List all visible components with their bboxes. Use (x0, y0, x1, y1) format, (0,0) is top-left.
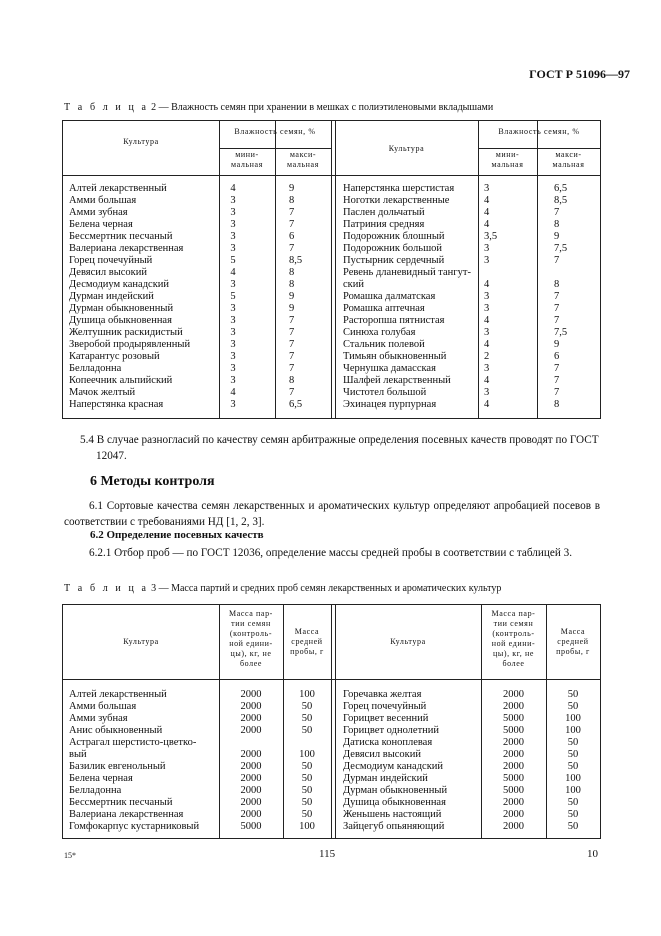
table3-right-culture: Горицвет весенний (343, 713, 429, 724)
table2-right-max: 7 (554, 255, 560, 266)
table2-left-culture: Белладонна (69, 363, 122, 374)
table3-right-sample: 50 (567, 797, 579, 808)
standard-number: ГОСТ Р 51096—97 (529, 67, 630, 81)
table3-col-sample-left: Масса средней пробы, г (290, 627, 324, 656)
table2-left-culture: Амми большая (69, 195, 137, 206)
table2-right-min: 3 (484, 183, 490, 194)
table2-left-culture: Копеечник альпийский (69, 375, 173, 386)
table3-left-lot: 2000 (240, 701, 262, 712)
table2-col-culture-left: Культура (123, 137, 159, 146)
table3-left-culture: Амми зубная (69, 713, 128, 724)
table3-right-sample: 50 (567, 761, 579, 772)
table2-left-min: 4 (230, 267, 236, 278)
table2-left-culture: Мачок желтый (69, 387, 136, 398)
table2-right-culture: Ревень дланевидный тангут- (343, 267, 471, 278)
table2-right-culture: Ноготки лекарственные (343, 195, 450, 206)
table2-right-min: 3 (484, 387, 490, 398)
table3-left-sample: 50 (301, 701, 313, 712)
table3-right-sample: 100 (565, 785, 581, 796)
table2-left-min: 4 (230, 387, 236, 398)
table2-right-culture: Стальник полевой (343, 339, 425, 350)
table2-right-max: 7 (554, 291, 560, 302)
table3-left-lot: 2000 (240, 773, 262, 784)
table3-left-sample: 50 (301, 797, 313, 808)
table2-right-culture: Патриния средняя (343, 219, 425, 230)
heading-6-2: 6.2 Определение посевных качеств (90, 529, 264, 541)
table2-right-culture: Расторопша пятнистая (343, 315, 445, 326)
table2-right-min: 4 (484, 219, 490, 230)
table3-right-lot: 2000 (503, 809, 524, 820)
table2-left-culture: Амми зубная (69, 207, 128, 218)
table2-left-culture: Белена черная (69, 219, 133, 230)
table2-right-max: 8 (554, 399, 560, 410)
table2-right-min: 3 (484, 363, 490, 374)
table2-right-culture: ский (343, 279, 364, 290)
table2-right-max: 7 (554, 375, 560, 386)
table2-right-min: 4 (484, 279, 490, 290)
table3-col-sample-right: Масса средней пробы, г (556, 627, 590, 656)
table3-col-lot-right: Масса пар- тии семян (контроль- ной едини- цы), кг, не более (491, 609, 536, 668)
table2-col-min-left: мини- мальная (231, 150, 263, 169)
table3-left-culture: Бессмертник песчаный (69, 797, 173, 808)
table3-right-lot: 2000 (503, 737, 524, 748)
table3-right-culture: Зайцегуб опьяняющий (343, 821, 445, 832)
table3-left-lot: 2000 (240, 689, 262, 700)
table2-left-min: 3 (230, 219, 236, 230)
table3-right-lot: 5000 (503, 785, 524, 796)
table2-right-min: 4 (484, 207, 490, 218)
table3-right-lot: 2000 (503, 821, 524, 832)
table3-left-culture: Амми большая (69, 701, 137, 712)
table3-left-culture: Валериана лекарственная (69, 809, 184, 820)
table2-right-max: 6 (554, 351, 560, 362)
table2-left-max: 8 (289, 375, 295, 386)
table2-left-min: 3 (230, 315, 236, 326)
table2-left-max: 7 (289, 363, 295, 374)
table3-right-sample: 100 (565, 773, 581, 784)
table2-col-max-right: макси- мальная (552, 150, 585, 169)
table3-right-lot: 5000 (503, 713, 524, 724)
table2-right-min: 4 (484, 339, 490, 350)
table3-left-culture: Базилик евгенольный (69, 761, 166, 772)
table2-left-culture: Душица обыкновенная (69, 315, 172, 326)
table2-left-max: 9 (289, 291, 295, 302)
table2-right-max: 7 (554, 387, 560, 398)
table2-left-max: 7 (289, 207, 295, 218)
table2-left-max: 9 (289, 183, 295, 194)
table2-left-max: 7 (289, 219, 295, 230)
footer-sheet-mark: 15* (64, 851, 76, 860)
table2-right-culture: Ромашка аптечная (343, 303, 425, 314)
table2-right-culture: Наперстянка шерстистая (343, 183, 455, 194)
table2-left-max: 6 (289, 231, 295, 242)
table3-right-lot: 2000 (503, 761, 524, 772)
table2-left-culture: Горец почечуйный (69, 255, 153, 266)
table2-left-max: 8,5 (289, 255, 303, 266)
table2-left-max: 8 (289, 195, 295, 206)
table2-right-max: 7 (554, 207, 560, 218)
table2-left-culture: Дурман индейский (69, 291, 154, 302)
table3-right-lot: 2000 (503, 749, 524, 760)
table2-left-culture: Наперстянка красная (69, 399, 164, 410)
table3-right-lot: 5000 (503, 725, 524, 736)
table3-right-culture: Девясил высокий (343, 749, 422, 760)
table2-left-min: 3 (230, 207, 236, 218)
table3-left-sample: 100 (299, 749, 315, 760)
table3-right-culture: Десмодиум канадский (343, 761, 444, 772)
table3-caption: Т а б л и ц а 3 — Масса партий и средних проб семян лекарственных и ароматических культур (64, 583, 502, 594)
table2-right-culture: Чистотел большой (343, 387, 427, 398)
table2-right-min: 3 (484, 255, 490, 266)
table3-right-sample: 50 (567, 689, 579, 700)
table3-left-sample: 100 (299, 689, 315, 700)
table2-right-min: 2 (484, 351, 490, 362)
table3-left-culture: Гомфокарпус кустарниковый (69, 821, 200, 832)
table2-left-min: 3 (230, 399, 236, 410)
table3-left-culture: Анис обыкновенный (69, 725, 163, 736)
table2-left-min: 3 (230, 363, 236, 374)
table2-left-max: 8 (289, 267, 295, 278)
table3-right-sample: 50 (567, 821, 579, 832)
paragraph-5-4: 5.4 В случае разногласий по качеству семян арбитражные определения посевных качеств проводят по ГОСТ 12047. (80, 434, 599, 462)
footer-page-number: 115 (319, 848, 336, 860)
table2-right-max: 7,5 (554, 243, 568, 254)
table2-left-min: 4 (230, 183, 236, 194)
table2-right-min: 3,5 (484, 231, 498, 242)
table2-left-max: 7 (289, 327, 295, 338)
table3-right-sample: 100 (565, 713, 581, 724)
table2-left-min: 5 (230, 291, 236, 302)
table2-right-max: 8,5 (554, 195, 568, 206)
paragraph-6-2-1: 6.2.1 Отбор проб — по ГОСТ 12036, определение массы средней пробы в соответствии с таблицей 3. (89, 547, 572, 559)
table2 (62, 120, 601, 419)
table3-right-culture: Горицвет однолетний (343, 725, 440, 736)
table3-right-lot: 2000 (503, 701, 524, 712)
table3-left-sample: 50 (301, 773, 313, 784)
table3-right-sample: 50 (567, 737, 579, 748)
table2-right-min: 3 (484, 291, 490, 302)
section-6-title: 6 Методы контроля (90, 474, 215, 489)
table2-right-culture: Ромашка далматская (343, 291, 436, 302)
table3 (62, 604, 601, 839)
table3-right-culture: Горечавка желтая (343, 689, 422, 700)
table2-left-min: 5 (230, 255, 236, 266)
table2-right-min: 3 (484, 243, 490, 254)
table3-left-sample: 50 (301, 713, 313, 724)
table2-right-min: 4 (484, 399, 490, 410)
table3-col-culture-left: Культура (123, 637, 159, 646)
table2-left-min: 3 (230, 351, 236, 362)
table2-col-moisture-left: Влажность семян, % (234, 127, 316, 136)
table2-right-culture: Подорожник блошный (343, 231, 445, 242)
table3-left-lot: 2000 (240, 713, 262, 724)
table3-col-lot-left: Масса пар- тии семян (контроль- ной едини- цы), кг, не более (229, 609, 273, 668)
table3-right-lot: 5000 (503, 773, 524, 784)
table2-left-max: 9 (289, 303, 295, 314)
table2-col-min-right: мини- мальная (491, 150, 524, 169)
table2-right-max: 9 (554, 231, 560, 242)
table3-left-sample: 50 (301, 785, 313, 796)
table2-left-max: 7 (289, 387, 295, 398)
table2-right-max: 7,5 (554, 327, 568, 338)
table3-right-culture: Горец почечуйный (343, 701, 427, 712)
table3-left-culture: вый (69, 749, 87, 760)
table3-left-sample: 50 (301, 809, 313, 820)
table2-right-max: 8 (554, 219, 560, 230)
table2-left-min: 3 (230, 243, 236, 254)
table3-right-culture: Женьшень настоящий (343, 809, 442, 820)
table2-right-max: 6,5 (554, 183, 568, 194)
table2-col-culture-right: Культура (388, 144, 425, 153)
table2-left-culture: Десмодиум канадский (69, 279, 170, 290)
table3-left-lot: 2000 (240, 749, 262, 760)
table3-left-lot: 2000 (240, 761, 262, 772)
table3-right-sample: 100 (565, 725, 581, 736)
table2-right-min: 4 (484, 315, 490, 326)
table2-right-min: 3 (484, 303, 490, 314)
table2-left-culture: Дурман обыкновенный (69, 303, 174, 314)
table2-right-max: 7 (554, 363, 560, 374)
table3-right-sample: 50 (567, 701, 579, 712)
table2-left-min: 3 (230, 375, 236, 386)
table2-right-max: 9 (554, 339, 560, 350)
table3-left-culture: Белена черная (69, 773, 133, 784)
table3-left-sample: 50 (301, 725, 313, 736)
table2-right-culture: Чернушка дамасская (343, 363, 436, 374)
table2-left-max: 8 (289, 279, 295, 290)
table2-right-min: 3 (484, 327, 490, 338)
table3-right-culture: Датиска коноплевая (343, 737, 433, 748)
table2-left-min: 3 (230, 339, 236, 350)
table3-left-lot: 5000 (240, 821, 262, 832)
table3-left-culture: Белладонна (69, 785, 122, 796)
table2-left-max: 7 (289, 243, 295, 254)
table3-right-lot: 2000 (503, 797, 524, 808)
table3-left-lot: 2000 (240, 725, 262, 736)
table2-left-culture: Зверобой продырявленный (69, 339, 191, 350)
table3-right-sample: 50 (567, 809, 579, 820)
table2-left-max: 7 (289, 351, 295, 362)
table2-left-min: 3 (230, 231, 236, 242)
table3-right-culture: Дурман обыкновенный (343, 785, 448, 796)
table2-left-max: 7 (289, 315, 295, 326)
table2-left-min: 3 (230, 327, 236, 338)
table3-left-sample: 100 (299, 821, 315, 832)
table2-col-max-left: макси- мальная (287, 150, 319, 169)
table2-right-min: 4 (484, 195, 490, 206)
table2-right-min: 4 (484, 375, 490, 386)
table2-left-min: 3 (230, 303, 236, 314)
table3-left-lot: 2000 (240, 785, 262, 796)
table3-right-culture: Дурман индейский (343, 773, 428, 784)
table2-left-culture: Желтушник раскидистый (69, 327, 183, 338)
table2-right-max: 7 (554, 303, 560, 314)
table3-left-lot: 2000 (240, 809, 262, 820)
table2-right-culture: Синюха голубая (343, 327, 416, 338)
table3-left-sample: 50 (301, 761, 313, 772)
paragraph-6-1: 6.1 Сортовые качества семян лекарственных и ароматических культур определяют апробацией посевов в соответствии с требованиями НД [1, 2, 3]. (64, 500, 600, 528)
table2-col-moisture-right: Влажность семян, % (498, 127, 580, 136)
table2-left-culture: Девясил высокий (69, 267, 148, 278)
table2-left-min: 3 (230, 195, 236, 206)
footer-right-number: 10 (587, 848, 598, 860)
table2-caption: Т а б л и ц а 2 — Влажность семян при хранении в мешках с полиэтиленовыми вкладышами (64, 102, 494, 113)
table2-left-min: 3 (230, 279, 236, 290)
table2-right-culture: Шалфей лекарственный (343, 375, 451, 386)
table2-left-max: 7 (289, 339, 295, 350)
table3-col-culture-right: Культура (390, 637, 426, 646)
table2-left-max: 6,5 (289, 399, 303, 410)
table2-left-culture: Валериана лекарственная (69, 243, 184, 254)
table3-left-culture: Астрагал шерстисто-цветко- (69, 737, 197, 748)
table2-right-culture: Паслен дольчатый (343, 207, 425, 218)
table2-right-culture: Пустырник сердечный (343, 255, 445, 266)
table2-right-culture: Подорожник большой (343, 243, 443, 254)
table2-right-max: 8 (554, 279, 560, 290)
table3-right-sample: 50 (567, 749, 579, 760)
table2-right-culture: Тимьян обыкновенный (343, 351, 447, 362)
table3-left-lot: 2000 (240, 797, 262, 808)
table3-right-culture: Душица обыкновенная (343, 797, 446, 808)
table2-left-culture: Бессмертник песчаный (69, 231, 173, 242)
table2-right-culture: Эхинацея пурпурная (343, 399, 437, 410)
table2-left-culture: Катарантус розовый (69, 351, 160, 362)
table2-right-max: 7 (554, 315, 560, 326)
table3-right-lot: 2000 (503, 689, 524, 700)
table3-left-culture: Алтей лекарственный (69, 689, 167, 700)
table2-left-culture: Алтей лекарственный (69, 183, 167, 194)
